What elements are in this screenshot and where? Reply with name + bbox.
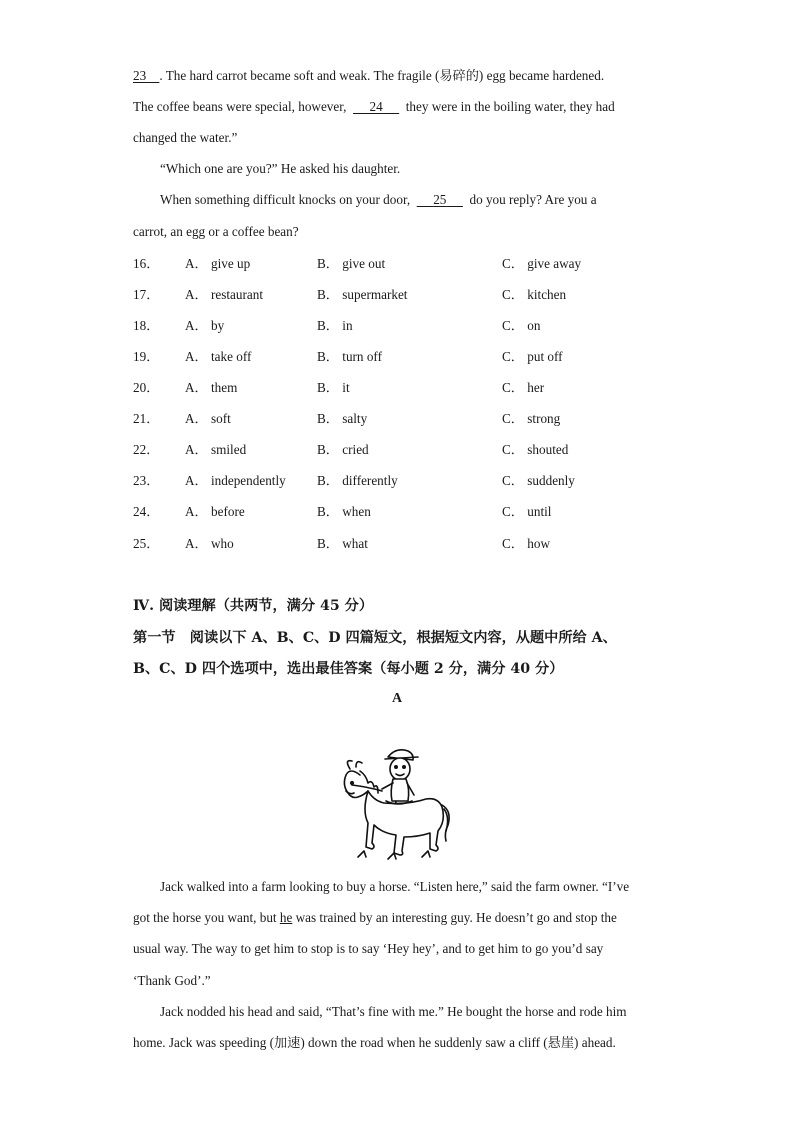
story-p1-line-2: got the horse you want, but he was trained by an interesting guy. He doesn’t go and stop the <box>133 910 617 925</box>
question-row <box>133 255 693 273</box>
question-number: 20． <box>133 380 160 395</box>
story-p2-line-1: Jack nodded his head and said, “That’s fine with me.” He bought the horse and rode him <box>160 1004 627 1019</box>
question-number: 22． <box>133 442 160 457</box>
option-a: A． who <box>185 536 234 551</box>
passage-line-4: “Which one are you?” He asked his daughter. <box>160 161 401 176</box>
section-instruction-line-1: 第一节 阅读以下 A、B、C、D 四篇短文，根据短文内容，从题中所给 A、 <box>133 630 617 646</box>
story-p1-line-3: usual way. The way to get him to stop is to say ‘Hey hey’, and to get him to go you’d say <box>133 941 604 956</box>
question-row <box>133 535 693 553</box>
option-c: C． shouted <box>502 442 569 457</box>
question-row <box>133 379 693 397</box>
passage-line-2: The coffee beans were special, however, 24 they were in the boiling water, they had <box>133 99 615 114</box>
question-row <box>133 441 693 459</box>
blank-23: 23 <box>133 68 147 83</box>
story-p2-line-2: home. Jack was speeding (加速) down the road when he suddenly saw a cliff (悬崖) ahead. <box>133 1035 616 1050</box>
passage-line-6: carrot, an egg or a coffee bean? <box>133 224 299 239</box>
question-row <box>133 317 693 335</box>
question-row <box>133 348 693 366</box>
boy-on-horse-illustration <box>338 745 454 863</box>
section-instruction-line-2: B、C、D 四个选项中，选出最佳答案（每小题 2 分，满分 40 分） <box>133 661 564 677</box>
option-b: B． salty <box>317 411 368 426</box>
option-b: B． cried <box>317 442 369 457</box>
passage-line-5: When something difficult knocks on your door, 25 do you reply? Are you a <box>160 192 597 207</box>
option-c: C． strong <box>502 411 561 426</box>
option-c: C． put off <box>502 349 563 364</box>
question-row <box>133 410 693 428</box>
section-title: Ⅳ. 阅读理解（共两节，满分 45 分） <box>133 598 374 614</box>
option-a: A． take off <box>185 349 252 364</box>
question-number: 18． <box>133 318 160 333</box>
option-c: C． suddenly <box>502 473 575 488</box>
option-a: A． before <box>185 504 245 519</box>
option-b: B． differently <box>317 473 398 488</box>
passage-line-1: 23 . The hard carrot became soft and weak. The fragile (易碎的) egg became hardened. <box>133 68 605 83</box>
story-p1-line-1: Jack walked into a farm looking to buy a horse. “Listen here,” said the farm owner. “I’ve <box>160 879 630 894</box>
question-number: 23． <box>133 473 160 488</box>
option-b: B． give out <box>317 256 386 271</box>
option-b: B． supermarket <box>317 287 408 302</box>
option-c: C． kitchen <box>502 287 567 302</box>
question-number: 17． <box>133 287 160 302</box>
option-b: B． what <box>317 536 368 551</box>
option-c: C． on <box>502 318 541 333</box>
passage-letter: A <box>391 691 403 706</box>
question-number: 16． <box>133 256 160 271</box>
option-a: A． by <box>185 318 225 333</box>
underlined-word: he <box>279 910 293 925</box>
story-p1-line-4: ‘Thank God’.” <box>133 973 211 988</box>
question-row <box>133 286 693 304</box>
option-a: A． restaurant <box>185 287 263 302</box>
option-b: B． when <box>317 504 371 519</box>
blank-25: 25 <box>433 192 447 207</box>
option-a: A． give up <box>185 256 251 271</box>
question-row <box>133 503 693 521</box>
option-a: A． soft <box>185 411 231 426</box>
option-b: B． it <box>317 380 350 395</box>
option-c: C． until <box>502 504 552 519</box>
question-row <box>133 472 693 490</box>
option-a: A． them <box>185 380 238 395</box>
option-c: C． give away <box>502 256 582 271</box>
option-a: A． independently <box>185 473 286 488</box>
option-b: B． turn off <box>317 349 382 364</box>
option-c: C． her <box>502 380 545 395</box>
question-number: 21． <box>133 411 160 426</box>
question-number: 19． <box>133 349 160 364</box>
question-number: 24． <box>133 504 160 519</box>
option-a: A． smiled <box>185 442 247 457</box>
blank-24: 24 <box>369 99 383 114</box>
option-b: B． in <box>317 318 353 333</box>
option-c: C． how <box>502 536 550 551</box>
passage-line-3: changed the water.” <box>133 130 238 145</box>
question-number: 25． <box>133 536 160 551</box>
